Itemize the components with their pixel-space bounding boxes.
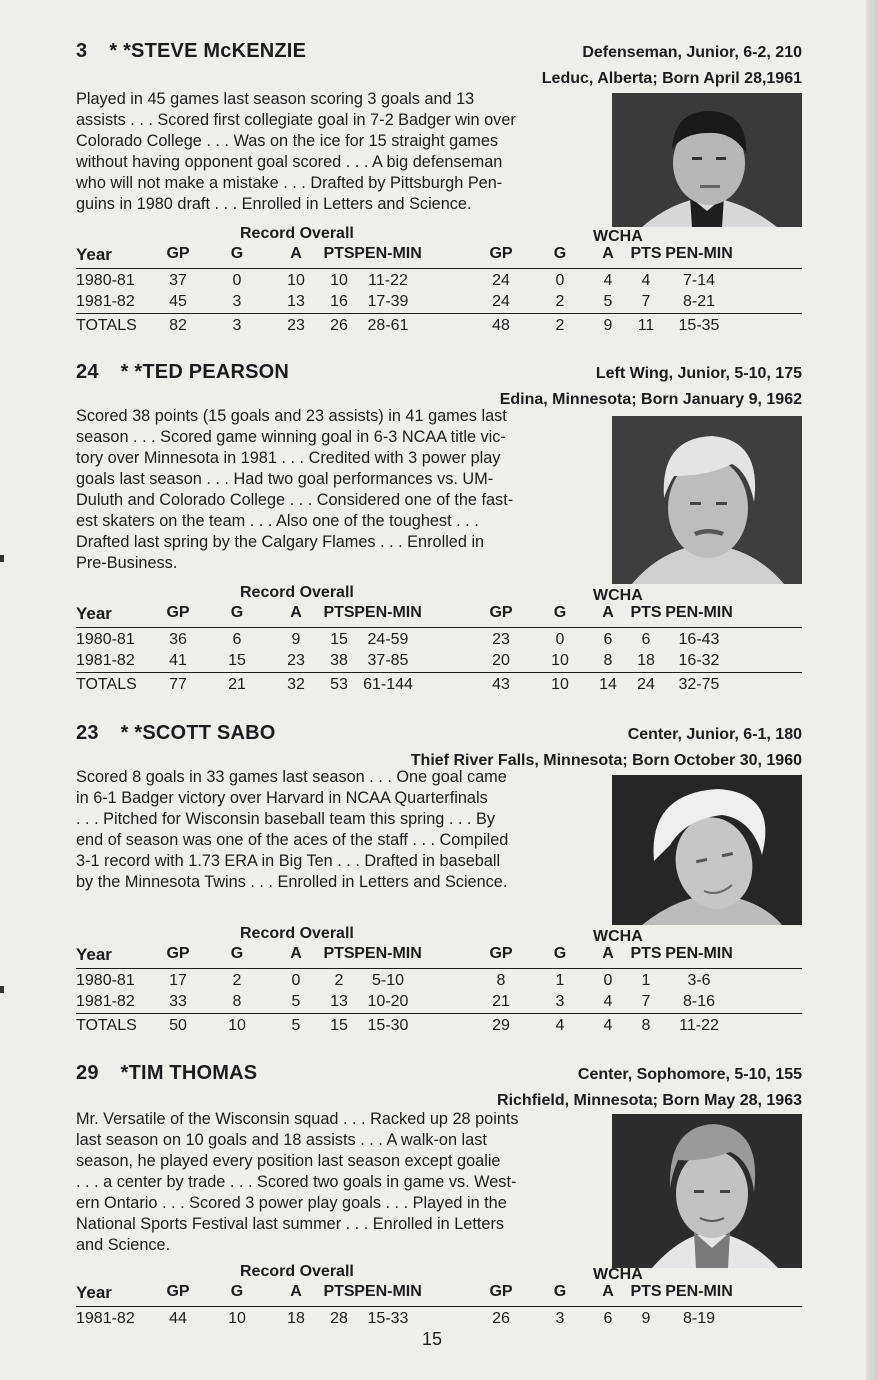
- jersey-number: 29: [76, 1062, 99, 1084]
- total-value: 4: [603, 1017, 613, 1034]
- total-value: 10: [551, 676, 569, 693]
- stat-value: 17: [169, 972, 187, 989]
- total-value: 5: [291, 1017, 301, 1034]
- player-entry: [76, 1062, 802, 1373]
- stat-value: 37: [169, 272, 187, 289]
- total-value: 8: [641, 1017, 651, 1034]
- player-name: * *TED PEARSON: [120, 361, 290, 383]
- bio-line: and Science.: [76, 1236, 171, 1254]
- stats-header-pts: PTS: [323, 945, 355, 962]
- stat-value: 38: [330, 652, 348, 669]
- jersey-number: 23: [76, 722, 99, 744]
- binder-mark: [0, 555, 4, 562]
- total-value: 4: [555, 1017, 565, 1034]
- stat-value: 4: [641, 272, 651, 289]
- bio-line: by the Minnesota Twins . . . Enrolled in Letters and Science.: [76, 873, 508, 891]
- stats-header-year: Year: [76, 1283, 112, 1302]
- season-year: 1980-81: [76, 631, 135, 648]
- stats-header-penmin: PEN-MIN: [665, 945, 733, 962]
- player-bio: [76, 89, 562, 215]
- wcha-group-label: WCHA: [593, 928, 643, 945]
- position-line: Center, Junior, 6-1, 180: [627, 726, 802, 743]
- stats-header-gp: GP: [489, 604, 513, 621]
- stats-header-year: Year: [76, 245, 112, 264]
- total-value: 61-144: [363, 676, 413, 693]
- stat-value: 0: [291, 972, 301, 989]
- stats-header-gp: GP: [166, 1283, 190, 1300]
- stat-value: 10-20: [367, 993, 409, 1010]
- bio-line: last season on 10 goals and 18 assists . . . A walk-on last: [76, 1131, 487, 1149]
- stat-value: 5: [603, 293, 613, 310]
- stat-value: 8-21: [682, 293, 716, 310]
- stats-header-penmin: PEN-MIN: [665, 604, 733, 621]
- overall-group-label: Record Overall: [240, 1263, 354, 1280]
- total-value: 15-30: [367, 1017, 409, 1034]
- bio-line: . . . Pitched for Wisconsin baseball team this spring . . . By: [76, 810, 495, 828]
- bio-line: tory over Minnesota in 1981 . . . Credited with 3 power play: [76, 449, 501, 467]
- stats-header-g: G: [230, 245, 244, 262]
- total-value: 11-22: [679, 1017, 719, 1034]
- bio-line: National Sports Festival last summer . . . Enrolled in Letters: [76, 1215, 505, 1233]
- header-rule: [76, 1306, 802, 1307]
- stat-value: 10: [330, 272, 348, 289]
- stats-header-a: A: [602, 945, 614, 962]
- stat-value: 6: [603, 631, 613, 648]
- stat-value: 28: [330, 1310, 348, 1327]
- stat-value: 10: [228, 1310, 246, 1327]
- stat-value: 6: [232, 631, 242, 648]
- stat-value: 1: [641, 972, 651, 989]
- stats-header-a: A: [602, 245, 614, 262]
- stats-header-year: Year: [76, 604, 112, 623]
- season-year: 1981-82: [76, 993, 135, 1010]
- stat-value: 0: [603, 972, 613, 989]
- player-bio: [76, 1109, 562, 1256]
- stat-value: 5: [291, 993, 301, 1010]
- stat-value: 8-19: [682, 1310, 716, 1327]
- stats-header-pts: PTS: [630, 245, 662, 262]
- stat-value: 8: [232, 993, 242, 1010]
- bio-line: Scored 8 goals in 33 games last season . . . One goal came: [76, 768, 507, 786]
- stat-value: 26: [492, 1310, 510, 1327]
- bio-line: guins in 1980 draft . . . Enrolled in Letters and Science.: [76, 195, 472, 213]
- total-value: 50: [169, 1017, 187, 1034]
- stat-value: 3-6: [687, 972, 711, 989]
- bio-line: Scored 38 points (15 goals and 23 assists) in 41 games last: [76, 407, 507, 425]
- player-header: [76, 1062, 802, 1086]
- jersey-number: 3: [76, 40, 88, 62]
- bio-line: goals last season . . . Had two goal performances vs. UM-: [76, 470, 494, 488]
- player-number-name: [76, 361, 289, 384]
- season-year: 1980-81: [76, 972, 135, 989]
- stat-value: 8: [496, 972, 506, 989]
- stats-header-a: A: [290, 945, 302, 962]
- totals-rule: [76, 1013, 802, 1014]
- totals-label: TOTALS: [76, 676, 137, 693]
- wcha-group-label: WCHA: [593, 228, 643, 245]
- stat-value: 10: [551, 652, 569, 669]
- bio-line: season, he played every position last season except goalie: [76, 1152, 501, 1170]
- bio-line: 3-1 record with 1.73 ERA in Big Ten . . . Drafted in baseball: [76, 852, 501, 870]
- player-photo: [612, 775, 802, 925]
- stats-header-penmin: PEN-MIN: [665, 245, 733, 262]
- stat-value: 5-10: [371, 972, 405, 989]
- stats-header-g: G: [553, 245, 567, 262]
- stat-value: 16-43: [678, 631, 720, 648]
- bio-line: assists . . . Scored first collegiate goal in 7-2 Badger win over: [76, 111, 516, 129]
- stat-value: 24-59: [367, 631, 409, 648]
- total-value: 48: [492, 317, 510, 334]
- total-value: 3: [232, 317, 242, 334]
- stat-value: 6: [641, 631, 651, 648]
- hometown-line: Richfield, Minnesota; Born May 28, 1963: [497, 1092, 802, 1109]
- season-year: 1981-82: [76, 1310, 135, 1327]
- stat-value: 36: [169, 631, 187, 648]
- stats-header-pts: PTS: [323, 1283, 355, 1300]
- stats-header-gp: GP: [166, 604, 190, 621]
- stats-header-g: G: [553, 604, 567, 621]
- stat-value: 0: [555, 631, 565, 648]
- player-entry: [76, 40, 802, 335]
- stats-header-g: G: [553, 1283, 567, 1300]
- stat-value: 0: [232, 272, 242, 289]
- bio-line: Mr. Versatile of the Wisconsin squad . . . Racked up 28 points: [76, 1110, 519, 1128]
- header-rule: [76, 968, 802, 969]
- bio-line: . . . a center by trade . . . Scored two goals in game vs. West-: [76, 1173, 517, 1191]
- stats-header-gp: GP: [489, 1283, 513, 1300]
- stat-value: 15: [330, 631, 348, 648]
- player-header: [76, 40, 802, 64]
- stats-header-a: A: [290, 1283, 302, 1300]
- stat-value: 20: [492, 652, 510, 669]
- stats-header-pts: PTS: [630, 604, 662, 621]
- stat-value: 6: [603, 1310, 613, 1327]
- overall-group-label: Record Overall: [240, 584, 354, 601]
- bio-line: Played in 45 games last season scoring 3 goals and 13: [76, 90, 475, 108]
- stats-header-a: A: [602, 1283, 614, 1300]
- bio-line: Pre-Business.: [76, 554, 178, 572]
- stat-value: 18: [287, 1310, 305, 1327]
- position-line: Center, Sophomore, 5-10, 155: [577, 1066, 802, 1083]
- total-value: 14: [599, 676, 617, 693]
- stats-header-penmin: PEN-MIN: [354, 945, 422, 962]
- stats-header-gp: GP: [489, 945, 513, 962]
- bio-line: Colorado College . . . Was on the ice for 15 straight games: [76, 132, 499, 150]
- header-rule: [76, 268, 802, 269]
- total-value: 43: [492, 676, 510, 693]
- bio-line: Duluth and Colorado College . . . Considered one of the fast-: [76, 491, 514, 509]
- stat-value: 1: [555, 972, 565, 989]
- stats-header-penmin: PEN-MIN: [354, 1283, 422, 1300]
- stat-value: 18: [637, 652, 655, 669]
- total-value: 26: [330, 317, 348, 334]
- stats-header-pts: PTS: [323, 245, 355, 262]
- totals-label: TOTALS: [76, 1017, 137, 1034]
- stat-value: 4: [603, 272, 613, 289]
- position-line: Left Wing, Junior, 5-10, 175: [595, 365, 802, 382]
- stat-value: 37-85: [367, 652, 409, 669]
- stat-value: 2: [232, 972, 242, 989]
- total-value: 28-61: [367, 317, 409, 334]
- stats-header-pts: PTS: [323, 604, 355, 621]
- stats-header-penmin: PEN-MIN: [665, 1283, 733, 1300]
- bio-line: without having opponent goal scored . . . A big defenseman: [76, 153, 503, 171]
- wcha-group-label: WCHA: [593, 1266, 643, 1283]
- total-value: 29: [492, 1017, 510, 1034]
- season-year: 1980-81: [76, 272, 135, 289]
- total-value: 15: [330, 1017, 348, 1034]
- player-bio: [76, 767, 562, 893]
- player-photo: [612, 416, 802, 584]
- player-entry: [76, 361, 802, 694]
- stat-value: 8: [603, 652, 613, 669]
- position-line: Defenseman, Junior, 6-2, 210: [582, 44, 802, 61]
- page-edge: [866, 0, 878, 1380]
- total-value: 82: [169, 317, 187, 334]
- bio-line: end of season was one of the aces of the staff . . . Compiled: [76, 831, 509, 849]
- stats-header-penmin: PEN-MIN: [354, 604, 422, 621]
- player-number-name: [76, 722, 276, 745]
- jersey-number: 24: [76, 361, 99, 383]
- stat-value: 21: [492, 993, 510, 1010]
- total-value: 23: [287, 317, 305, 334]
- total-value: 24: [637, 676, 655, 693]
- stats-header-gp: GP: [166, 245, 190, 262]
- stat-value: 9: [641, 1310, 651, 1327]
- stat-value: 4: [603, 993, 613, 1010]
- hometown-line: Thief River Falls, Minnesota; Born October 30, 1960: [410, 752, 802, 769]
- player-entry: [76, 722, 802, 1035]
- bio-line: est skaters on the team . . . Also one of the toughest . . .: [76, 512, 479, 530]
- stat-value: 7: [641, 293, 651, 310]
- stat-value: 16-32: [678, 652, 720, 669]
- player-photo: [612, 93, 802, 227]
- stat-value: 13: [287, 293, 305, 310]
- stat-value: 15: [228, 652, 246, 669]
- wcha-group-label: WCHA: [593, 587, 643, 604]
- total-value: 15-35: [678, 317, 720, 334]
- stat-value: 7-14: [682, 272, 716, 289]
- stat-value: 23: [287, 652, 305, 669]
- stat-value: 33: [169, 993, 187, 1010]
- binder-mark: [0, 986, 4, 993]
- hometown-line: Edina, Minnesota; Born January 9, 1962: [499, 391, 802, 408]
- stats-header-year: Year: [76, 945, 112, 964]
- stats-header-pts: PTS: [630, 1283, 662, 1300]
- stat-value: 2: [334, 972, 344, 989]
- player-header: [76, 722, 802, 746]
- player-name: * *STEVE McKENZIE: [109, 40, 307, 62]
- stats-header-gp: GP: [166, 945, 190, 962]
- player-bio: [76, 406, 562, 574]
- stats-header-g: G: [230, 604, 244, 621]
- player-header: [76, 361, 802, 385]
- stat-value: 17-39: [367, 293, 409, 310]
- stat-value: 3: [555, 993, 565, 1010]
- stat-value: 45: [169, 293, 187, 310]
- bio-line: season . . . Scored game winning goal in 6-3 NCAA title vic-: [76, 428, 506, 446]
- player-name: * *SCOTT SABO: [120, 722, 276, 744]
- stat-value: 24: [492, 272, 510, 289]
- stat-value: 15-33: [367, 1310, 409, 1327]
- bio-line: who will not make a mistake . . . Drafted by Pittsburgh Pen-: [76, 174, 503, 192]
- stat-value: 44: [169, 1310, 187, 1327]
- total-value: 21: [228, 676, 246, 693]
- total-value: 32-75: [678, 676, 720, 693]
- season-year: 1981-82: [76, 293, 135, 310]
- stat-value: 16: [330, 293, 348, 310]
- stat-value: 9: [291, 631, 301, 648]
- totals-rule: [76, 672, 802, 673]
- stats-header-penmin: PEN-MIN: [354, 245, 422, 262]
- stat-value: 3: [555, 1310, 565, 1327]
- stats-header-pts: PTS: [630, 945, 662, 962]
- header-rule: [76, 627, 802, 628]
- stats-header-g: G: [553, 945, 567, 962]
- stat-value: 41: [169, 652, 187, 669]
- total-value: 53: [330, 676, 348, 693]
- stat-value: 10: [287, 272, 305, 289]
- stats-header-a: A: [290, 245, 302, 262]
- bio-line: Drafted last spring by the Calgary Flames . . . Enrolled in: [76, 533, 485, 551]
- totals-rule: [76, 313, 802, 314]
- stat-value: 13: [330, 993, 348, 1010]
- season-year: 1981-82: [76, 652, 135, 669]
- stat-value: 7: [641, 993, 651, 1010]
- stats-header-a: A: [290, 604, 302, 621]
- total-value: 9: [603, 317, 613, 334]
- bio-line: in 6-1 Badger victory over Harvard in NCAA Quarterfinals: [76, 789, 488, 807]
- page-number: 15: [422, 1329, 443, 1349]
- stat-value: 11-22: [368, 272, 408, 289]
- player-number-name: [76, 1062, 257, 1085]
- stat-value: 8-16: [682, 993, 716, 1010]
- stats-header-g: G: [230, 1283, 244, 1300]
- totals-label: TOTALS: [76, 317, 137, 334]
- stat-value: 0: [555, 272, 565, 289]
- hometown-line: Leduc, Alberta; Born April 28,1961: [541, 70, 802, 87]
- total-value: 77: [169, 676, 187, 693]
- stat-value: 2: [555, 293, 565, 310]
- player-photo: [612, 1114, 802, 1268]
- stats-header-g: G: [230, 945, 244, 962]
- bio-line: ern Ontario . . . Scored 3 power play goals . . . Played in the: [76, 1194, 507, 1212]
- total-value: 32: [287, 676, 305, 693]
- stat-value: 24: [492, 293, 510, 310]
- stats-header-gp: GP: [489, 245, 513, 262]
- overall-group-label: Record Overall: [240, 925, 354, 942]
- stat-value: 3: [232, 293, 242, 310]
- stat-value: 23: [492, 631, 510, 648]
- player-name: *TIM THOMAS: [120, 1062, 258, 1084]
- total-value: 11: [637, 317, 655, 334]
- overall-group-label: Record Overall: [240, 225, 354, 242]
- stats-header-a: A: [602, 604, 614, 621]
- total-value: 10: [228, 1017, 246, 1034]
- total-value: 2: [555, 317, 565, 334]
- player-number-name: [76, 40, 306, 63]
